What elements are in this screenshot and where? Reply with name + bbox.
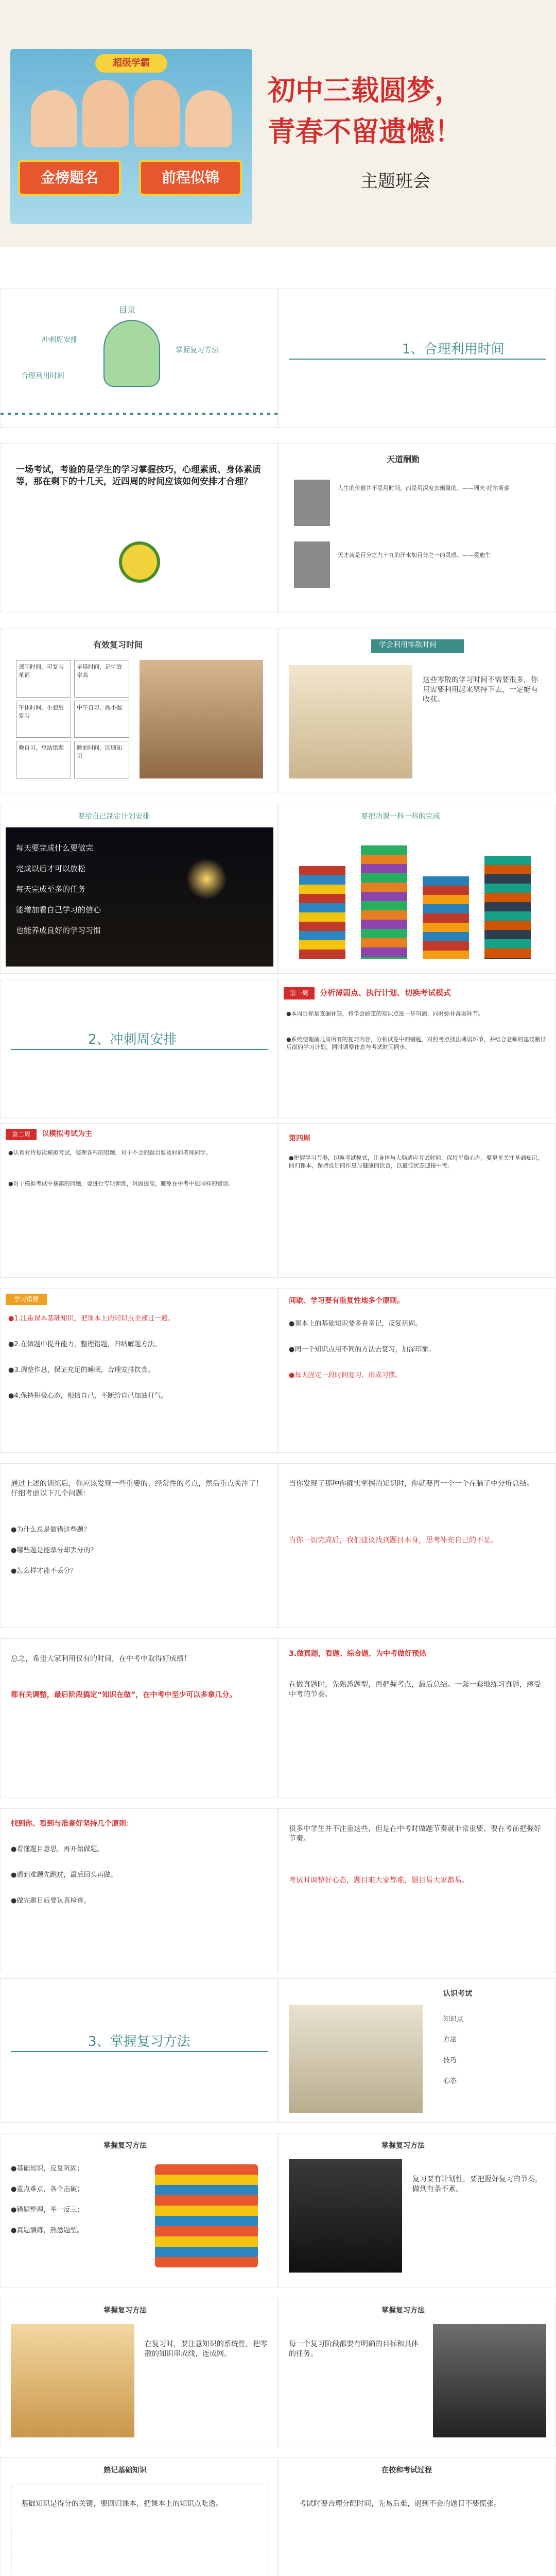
time-left-slide (0, 629, 278, 793)
exam-item-1: 知识点 (443, 2015, 464, 2023)
quote-portrait-1 (294, 480, 330, 526)
training-bullet-3: ●怎么样才能不丢分？ (11, 1567, 77, 1575)
time-cell-3: 午休时间，小憩后复习 (16, 701, 71, 738)
week3-line-4: ●4.保持积极心态，相信自己，不断给自己加油打气。 (8, 1392, 168, 1400)
cover-sign-right-text: 前程似锦 (161, 169, 219, 186)
prep-right-slide (278, 2458, 556, 2576)
books-photo (289, 835, 546, 964)
time-right-text: 这些零散的学习时间不需要很多，你只需要利用起来坚持下去，一定能有收获。 (423, 676, 538, 704)
cover-sign-left-text: 金榜题名 (40, 169, 98, 186)
review1-right-text: 复习要有计划性，要把握好复习的节奏，做到有条不紊。 (412, 2175, 542, 2193)
cover-title-line1: 初中三载圆梦， (268, 74, 462, 107)
training-right-text: 当你发现了那种你确实掌握的知识时，你就要再一个一个在脑子中分析总结。 (289, 1480, 534, 1488)
section1-line (289, 359, 546, 360)
mindset-bullet-1: ●看懂题目意思，再开始做题。 (11, 1845, 104, 1853)
week3-line-3: ●3.调整作息，保证充足的睡眠，合理安排饮食。 (8, 1366, 154, 1374)
zero-emphasis: 都有关调整，最后阶段搞定“知识在做”，在中考中至少可以多拿几分。 (11, 1691, 237, 1699)
book-stack-2 (361, 845, 407, 959)
time-left-title: 有效复习时间 (93, 640, 143, 650)
review2-photo (11, 2324, 134, 2437)
time-right-photo (289, 665, 412, 778)
student-4 (185, 90, 232, 147)
training-bullet-1: ●为什么总是做错这些题？ (11, 1526, 91, 1534)
review1-line-2: ●重点难点，各个击破； (11, 2185, 84, 2193)
time-cell-4: 中午自习，做小题 (74, 701, 129, 738)
week3-left-slide (0, 1288, 278, 1453)
week3-right-line-1: ●课本上的基础知识要多看多记，反复巩固。 (289, 1320, 422, 1328)
training-left-slide (0, 1463, 278, 1628)
review1-line-3: ●错题整理，举一反三； (11, 2206, 84, 2214)
time-left-photo (140, 660, 263, 778)
week3-right-line-2: ●同一个知识点用不同的方法去复习，加深印象。 (289, 1346, 436, 1353)
section2-label: 2、冲刺周安排 (83, 1031, 182, 1049)
review1-right-photo (289, 2159, 402, 2273)
prep-right-title: 在校和考试过程 (381, 2466, 432, 2475)
time-cell-6: 睡前时间，回顾知识 (74, 741, 129, 778)
week3-line-2: ●2.在做题中提升能力，整理错题，归纳解题方法。 (8, 1341, 161, 1348)
week2-p1: ●认真对待每次模拟考试，整理各科的错题，对于不会的题目要及时问老师同学。 (8, 1149, 212, 1156)
toc-item-1[interactable]: 冲刺周安排 (42, 336, 78, 344)
week3-right-slide (278, 1288, 556, 1453)
plan-p2: ●系统整理前几周所有的复习内容，分析试卷中的错题，对照考点找出薄弱环节，并结合老师的建议制订后面的学习计划，同时调整作息与考试时间同步。 (286, 1036, 546, 1050)
week2-right-title: 第四周 (289, 1134, 310, 1143)
training-bullet-2: ●哪些题是能拿分却丢分的？ (11, 1547, 97, 1554)
book-stack-3 (423, 876, 469, 959)
night-line-1: 每天要完成什么要做完 (16, 843, 94, 853)
review2-left-slide (0, 2298, 278, 2447)
intro-icon (119, 541, 160, 583)
week3-right-line-3: ●每天固定一段时间复习，形成习惯。 (289, 1371, 402, 1379)
mindset-right-slide (278, 1808, 556, 1973)
review1-line-4: ●真题演练，熟悉题型。 (11, 2227, 84, 2234)
review1-line-1: ●基础知识，反复巩固； (11, 2165, 84, 2173)
review2-text: 在复习时，要注意知识的系统性，把零散的知识串成线，连成网。 (145, 2340, 267, 2358)
exam-item-4: 心态 (443, 2077, 457, 2085)
cover-sign-left (18, 160, 121, 196)
week2-subtitle: 以模拟考试为主 (42, 1130, 92, 1138)
cover-title-line2: 青春不留遗憾！ (268, 115, 462, 148)
intro-text: 一场考试，考验的是学生的学习掌握技巧，心理素质、身体素质等，那在剩下的十几天，近四周的时间应该如何安排才合理？ (16, 465, 261, 487)
time-right-slide (278, 629, 556, 793)
time-cell-2: 早晨时间，记忆效率高 (74, 660, 129, 698)
training-text: 通过上述的训练后，你应该发现一些重要的、经常性的考点，然后重点关注了！仔细考虑以下几个问题： (11, 1480, 263, 1498)
review1-right-title: 掌握复习方法 (381, 2142, 425, 2150)
student-3 (134, 80, 180, 147)
night-slide (0, 804, 278, 974)
quote-1: 人生的价值并不是用时间，而是用深度去衡量的。——列夫·托尔斯泰 (338, 485, 510, 492)
review2-right-photo (433, 2324, 546, 2437)
cover-sign-right (139, 160, 242, 196)
mindset-right-text: 很多中学生并不注重这些，但是在中考时做题节奏就非常重要。要在考前把握好节奏。 (289, 1825, 541, 1843)
mindset-right-text2: 考试时调整好心态，题目难大家都难，题目易大家都易。 (289, 1876, 469, 1885)
night-photo (6, 827, 273, 967)
toc-dots (1, 413, 278, 415)
week2-tag (6, 1129, 37, 1140)
night-line-4: 能增加看自己学习的信心 (16, 905, 101, 914)
exam-slide (278, 1978, 556, 2123)
prep-right-text: 考试时要合理分配时间，先易后难，遇到不会的题目不要慌张。 (299, 2500, 501, 2508)
week2-p2: ●对于模拟考试中暴露的问题，要进行专项训练，巩固提高，避免在中考中犯同样的错误。 (8, 1180, 234, 1187)
night-line-5: 也能养成良好的学习习惯 (16, 926, 101, 935)
plan-tag (284, 987, 315, 999)
plan-p1: ●本周目标是查漏补缺，将学会搞定的知识点进一步巩固，同时弥补薄弱环节。 (286, 1010, 484, 1017)
week2-right-text: ●把握学习节奏，切换考试模式，让身体与大脑适应考试时间，保持平稳心态。要更多关注基础知识，回归课本，保持良好的作息与健康的饮食，以最佳状态迎接中考。 (289, 1155, 543, 1169)
review2-right-slide (278, 2298, 556, 2447)
lamp-icon (186, 858, 227, 900)
quote-2: 天才就是百分之九十九的汗水加百分之一的灵感。——爱迪生 (338, 552, 491, 558)
section1-slide (278, 289, 556, 428)
mindset-left-slide (0, 1808, 278, 1973)
time-right-title: 学会利用零散时间 (379, 641, 437, 649)
night-line-2: 完成以后才可以放松 (16, 864, 86, 873)
zero-right-title: 3.做真题，看题、综合题，为中考做好预热 (289, 1650, 427, 1658)
section2-slide (0, 979, 278, 1118)
toc-bulb-icon (103, 320, 160, 387)
exam-photo (289, 2005, 423, 2113)
week2-tag-text: 第二周 (11, 1131, 30, 1138)
quote-header: 天道酬勤 (387, 454, 420, 464)
exam-title: 认识考试 (443, 1990, 472, 1998)
toc-title: 目录 (119, 305, 136, 315)
exam-item-3: 技巧 (443, 2057, 457, 2064)
zero-text: 总之，希望大家利用仅有的时间，在中考中取得好成绩！ (11, 1655, 191, 1663)
training-right-slide (278, 1463, 556, 1628)
cover-illustration (10, 49, 252, 224)
section2-line (11, 1049, 268, 1050)
exam-item-2: 方法 (443, 2036, 457, 2044)
week2-left-slide (0, 1123, 278, 1278)
time-grid (16, 660, 129, 778)
review1-left-slide (0, 2133, 278, 2287)
books-slide (278, 804, 556, 974)
week3-right-title: 间歇、学习要有重复性地多个原则。 (289, 1297, 404, 1305)
week2-right-slide (278, 1123, 556, 1278)
review2-right-text: 每一个复习阶段都要有明确的目标和具体的任务。 (289, 2340, 419, 2358)
zero-left-slide (0, 1638, 278, 1798)
section3-line (11, 2051, 268, 2052)
quote-slide (278, 443, 556, 613)
book-stack-4 (484, 856, 531, 959)
prep-left-title: 熟记基础知识 (103, 2466, 147, 2475)
week3-tag (6, 1294, 47, 1305)
review1-books-icon (155, 2164, 258, 2267)
section3-label: 3、掌握复习方法 (83, 2033, 196, 2051)
training-right-text2: 当你一切完成后，我们建议找到题目本身，思考补充自己的不足。 (289, 1536, 498, 1545)
toc-item-2[interactable]: 合理利用时间 (21, 372, 64, 380)
student-1 (31, 90, 77, 147)
mindset-bullet-3: ●做完题目后要认真检查。 (11, 1897, 91, 1905)
night-line-3: 每天完成至多的任务 (16, 885, 86, 894)
plan-title: 分析薄弱点、执行计划、切换考试模式 (320, 988, 451, 997)
review1-right-slide (278, 2133, 556, 2287)
prep-left-panel (11, 2484, 268, 2576)
cover-badge-text: 超级学霸 (113, 58, 150, 69)
section3-slide (0, 1978, 278, 2123)
time-cell-1: 课间时间，可复习单词 (16, 660, 71, 698)
cover-badge (95, 54, 167, 73)
zero-right-slide (278, 1638, 556, 1798)
week3-tag-text: 学习重要 (13, 1296, 39, 1303)
time-cell-5: 晚自习，总结错题 (16, 741, 71, 778)
student-2 (82, 80, 129, 147)
book-stack-1 (299, 866, 345, 959)
cover-subtitle: 主题班会 (360, 171, 430, 192)
mindset-bullet-2: ●遇到难题先跳过，最后回头再做。 (11, 1871, 117, 1879)
toc-slide (0, 289, 278, 428)
week3-line-1: ●1.注重课本基础知识，把课本上的知识点全部过一遍。 (8, 1315, 175, 1323)
night-title: 要给自己制定计划安排 (78, 812, 150, 821)
review1-title: 掌握复习方法 (103, 2142, 147, 2150)
intro-slide (0, 443, 278, 613)
cover-slide (0, 0, 556, 247)
mindset-title: 找到你、看到与准备好坚持几个原则： (11, 1820, 133, 1828)
review2-title: 掌握复习方法 (103, 2307, 147, 2315)
plan-slide (278, 979, 556, 1118)
quote-portrait-2 (294, 541, 330, 588)
cover-students (21, 80, 242, 152)
section1-label: 1、合理利用时间 (397, 341, 510, 359)
zero-right-text: 在做真题时，先熟悉题型，再把握考点，最后总结。一套一套地练习真题，感受中考的节奏。 (289, 1681, 541, 1699)
prep-left-text: 基础知识是得分的关键，要回归课本，把课本上的知识点吃透。 (21, 2500, 223, 2508)
books-title: 要把功课一科一科的完成 (361, 812, 440, 821)
toc-item-3[interactable]: 掌握复习方法 (176, 346, 219, 354)
review2-right-title: 掌握复习方法 (381, 2307, 425, 2315)
prep-left-slide (0, 2458, 278, 2576)
plan-tag-text: 第一周 (289, 990, 308, 997)
